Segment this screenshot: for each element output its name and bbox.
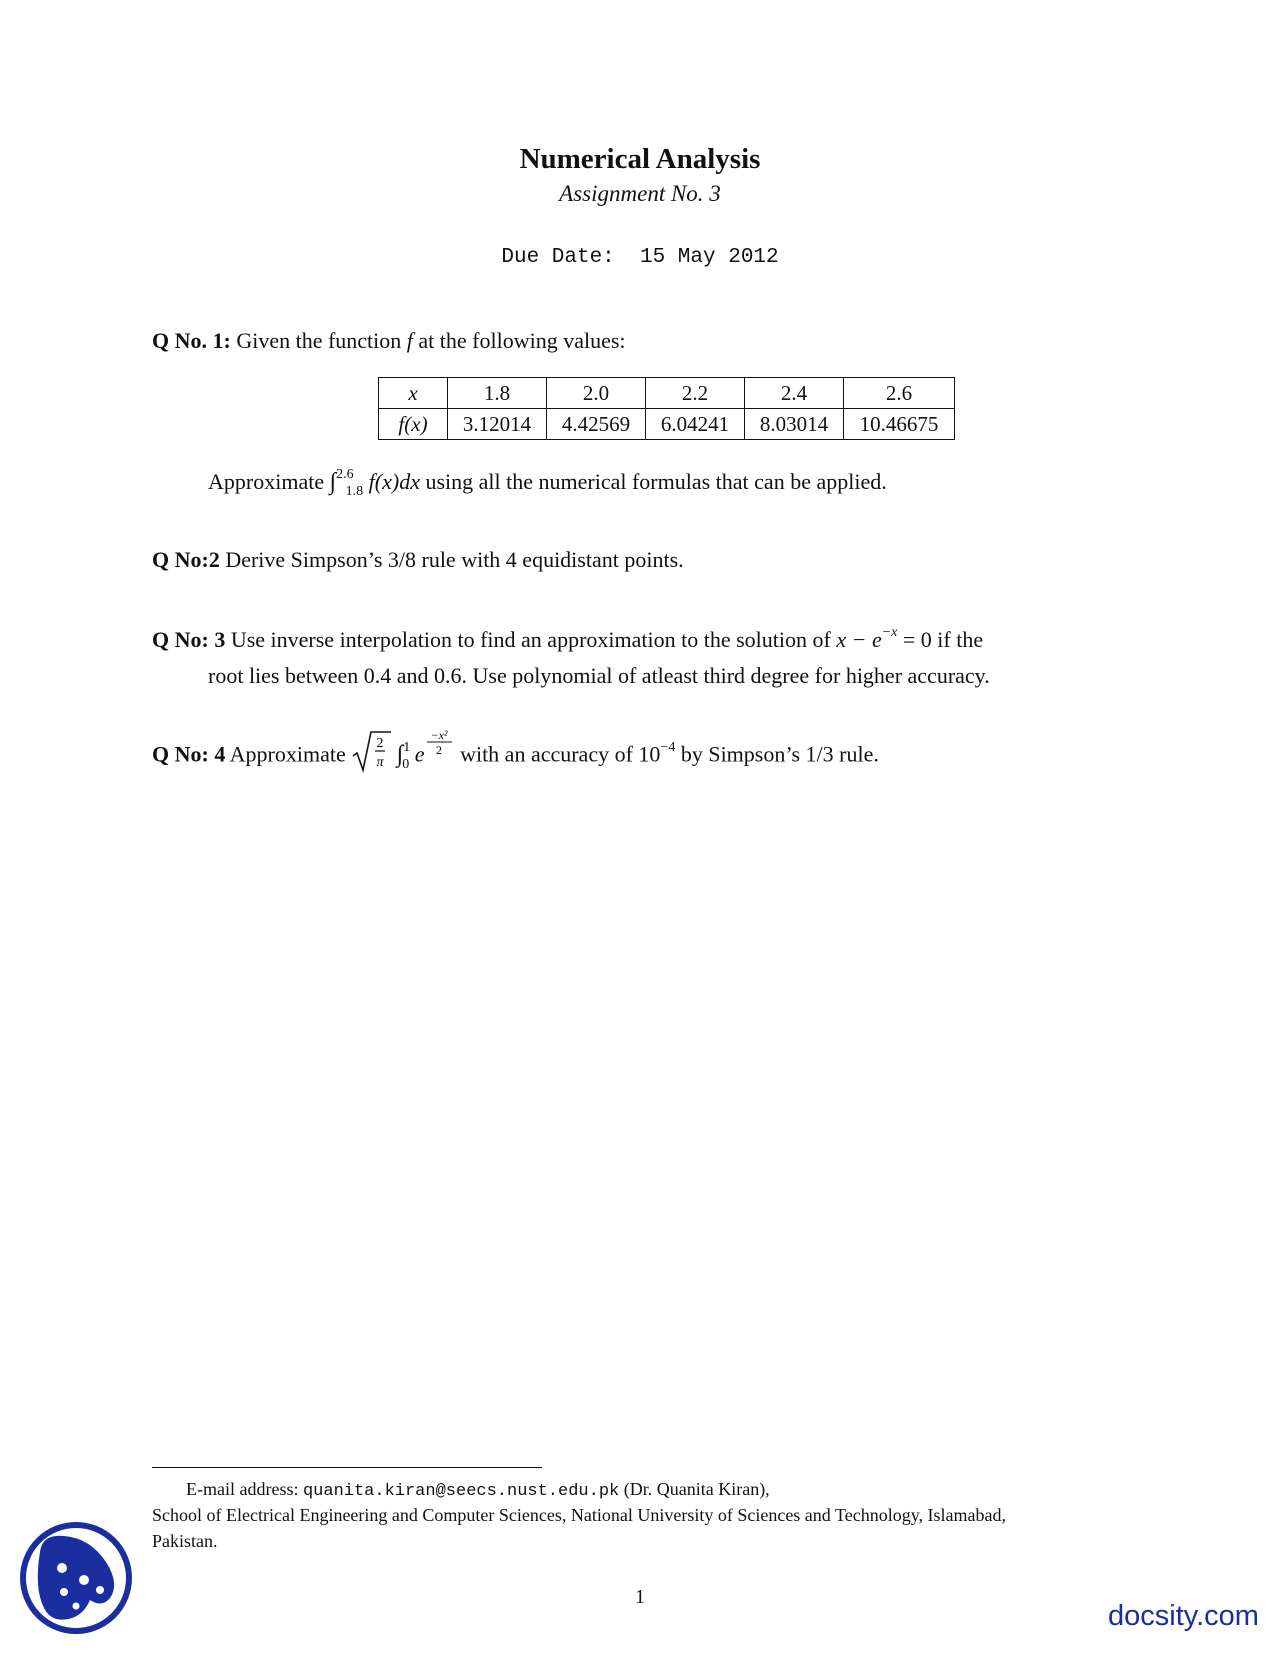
integral-sign-q4: ∫ — [396, 741, 404, 768]
question-3-text-b: if the — [937, 627, 984, 652]
due-label: Due Date: — [501, 246, 615, 269]
assignment-subtitle: Assignment No. 3 — [559, 181, 721, 206]
question-3-text-a: Use inverse interpolation to find an approximation to the solution of — [230, 627, 831, 652]
table-cell: 10.46675 — [844, 409, 955, 440]
question-2-label: Q No:2 — [152, 547, 220, 572]
integral-sign: ∫ — [329, 469, 337, 495]
svg-text:2: 2 — [376, 736, 384, 751]
question-1 — [152, 325, 1142, 357]
question-1-text-a: Given the function — [236, 328, 402, 353]
table-cell: 2.0 — [547, 378, 646, 409]
table-cell: 2.6 — [844, 378, 955, 409]
integral-lower: 1.8 — [345, 484, 364, 499]
question-2-text: Derive Simpson’s 3/8 rule with 4 equidistant points. — [225, 547, 684, 572]
integral-upper-q4: 1 — [403, 739, 411, 755]
question-4-text-b: with an accuracy of 10 — [460, 741, 661, 767]
svg-text:2: 2 — [435, 743, 442, 757]
question-3-label: Q No: 3 — [152, 627, 226, 652]
due-value: 15 May 2012 — [640, 246, 779, 269]
gaussian-exponent — [425, 727, 455, 766]
table-row-head-x: x — [379, 378, 448, 409]
integrand: f(x)dx — [368, 469, 420, 494]
question-4-label: Q No: 4 — [152, 741, 226, 767]
question-3-line2: root lies between 0.4 and 0.6. Use polynomial of atleast third degree for higher accuracy. — [208, 663, 990, 688]
page-number: 1 — [635, 1586, 645, 1608]
gaussian-exponent-symbol — [425, 727, 455, 757]
table-cell: 2.4 — [745, 378, 844, 409]
integral-lower-q4: 0 — [402, 756, 410, 772]
footnote-line-1 — [152, 1476, 1186, 1505]
question-4 — [152, 730, 1142, 783]
question-1-approximate — [208, 466, 887, 502]
footnote-name: (Dr. Quanita Kiran), — [623, 1479, 770, 1499]
footnote-email-label: E-mail address: — [186, 1479, 299, 1499]
svg-text:−x²: −x² — [430, 728, 448, 742]
docsity-logo-icon — [20, 1522, 132, 1638]
table-cell: 4.42569 — [547, 409, 646, 440]
question-3-eq-b: = 0 — [902, 627, 932, 652]
question-1-var: f — [406, 328, 413, 353]
footnote-line-2: School of Electrical Engineering and Computer Sciences, National University of Sciences and Technology, Islamabad, — [152, 1505, 1006, 1525]
question-2 — [152, 544, 1142, 576]
table-row — [379, 409, 955, 440]
footnote-line-3: Pakistan. — [152, 1531, 218, 1551]
question-3 — [152, 624, 1142, 692]
svg-text:π: π — [376, 755, 384, 770]
docsity-brand-text[interactable]: docsity.com — [1108, 1600, 1259, 1632]
values-table — [378, 377, 955, 440]
footnote-email: quanita.kiran@seecs.nust.edu.pk — [302, 1482, 620, 1501]
approx-text-a: Approximate — [208, 469, 325, 494]
question-4-text-c: by Simpson’s 1/3 rule. — [680, 741, 879, 767]
question-1-label: Q No. 1: — [152, 328, 231, 353]
question-4-text-a: Approximate — [229, 741, 346, 767]
table-cell: 1.8 — [448, 378, 547, 409]
sqrt-two-over-pi — [351, 730, 391, 783]
table-cell: 3.12014 — [448, 409, 547, 440]
exp-base: e — [414, 741, 425, 767]
question-4-acc-exp: −4 — [660, 739, 676, 755]
approx-text-b: using all the numerical formulas that can be applied. — [425, 469, 887, 494]
table-cell: 2.2 — [646, 378, 745, 409]
document-title: Numerical Analysis — [519, 143, 761, 175]
question-1-text-b: at the following values: — [418, 328, 626, 353]
table-cell: 8.03014 — [745, 409, 844, 440]
sqrt-two-over-pi-symbol — [351, 730, 391, 774]
table-row — [379, 378, 955, 409]
table-cell: 6.04241 — [646, 409, 745, 440]
question-3-exp: −x — [881, 625, 898, 640]
integral-upper: 2.6 — [336, 467, 354, 482]
due-date — [0, 246, 1280, 269]
table-row-head-fx: f(x) — [379, 409, 448, 440]
question-3-equation: x − e — [836, 627, 882, 652]
footnote-rule — [152, 1467, 542, 1468]
